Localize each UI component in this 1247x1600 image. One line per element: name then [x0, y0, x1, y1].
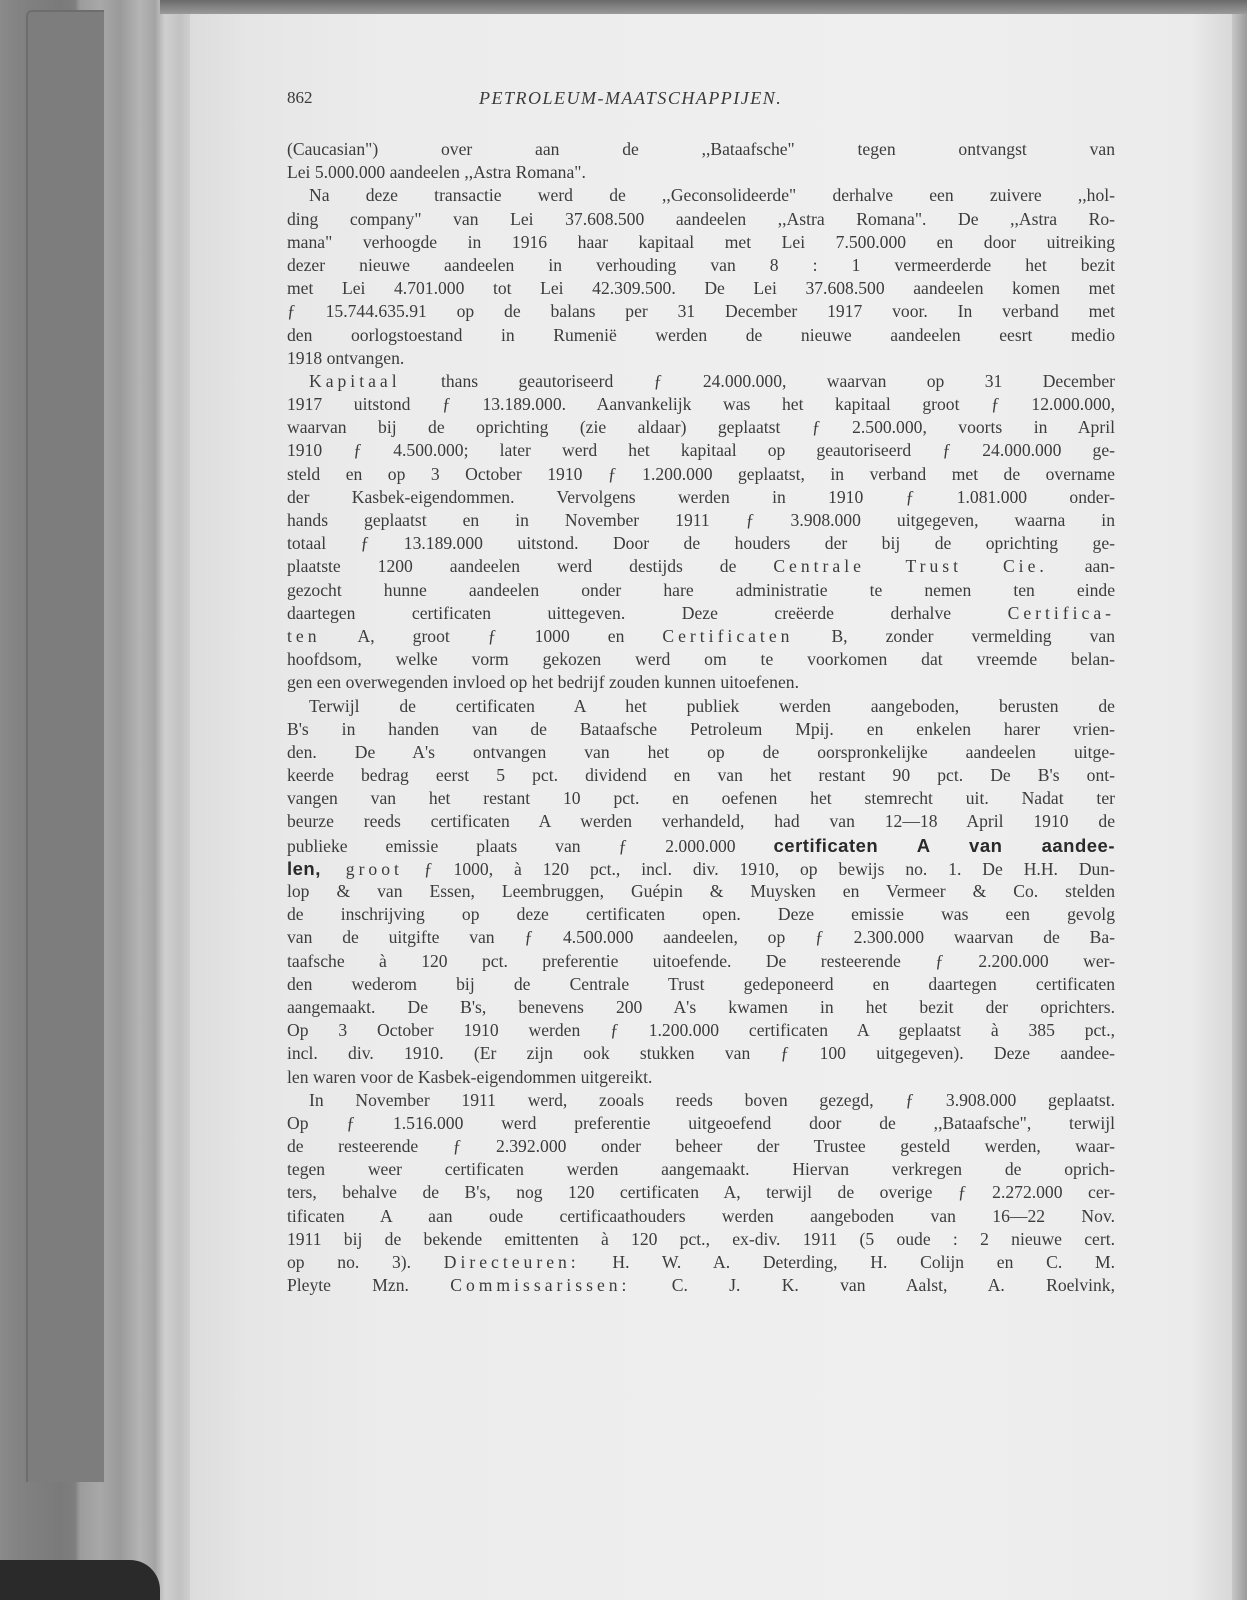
text-line — [287, 1251, 1115, 1274]
text-line: 1911 bij de bekende emittenten à 120 pct., ex-div. 1911 (5 oude : 2 nieuwe cert. — [287, 1228, 1115, 1249]
text-segment: B, zonder vermelding van — [793, 625, 1115, 646]
page-stack-edge — [26, 10, 104, 1482]
text-line — [287, 625, 1115, 648]
text-segment: daartegen certificaten uittegeven. Deze creëerde derhalve — [287, 602, 952, 623]
groot-term: groot — [320, 858, 403, 879]
text-line: van de uitgifte van ƒ 4.500.000 aandeelen, op ƒ 2.300.000 waarvan de Ba- — [287, 927, 1115, 948]
text-line: den oorlogstoestand in Rumenië werden de nieuwe aandeelen eesrt medio — [287, 324, 1115, 345]
text-line: hands geplaatst en in November 1911 ƒ 3.908.000 uitgegeven, waarna in — [287, 510, 1115, 530]
text-segment: H. W. A. Deterding, H. Colijn en C. M. — [579, 1252, 1115, 1272]
text-line: ding company" van Lei 37.608.500 aandeelen ,,Astra Romana". De ,,Astra Ro- — [287, 208, 1115, 229]
text-line: incl. div. 1910. (Er zijn ook stukken van ƒ 100 uitgegeven). Deze aandee- — [287, 1043, 1115, 1064]
text-line — [287, 1274, 1115, 1297]
text-line: Op ƒ 1.516.000 werd preferentie uitgeoefend door de ,,Bataafsche", terwijl — [287, 1112, 1115, 1133]
text-line: Op 3 October 1910 werden ƒ 1.200.000 certificaten A geplaatst à 385 pct., — [287, 1020, 1115, 1041]
text-line: de inschrijving op deze certificaten open. Deze emissie was een gevolg — [287, 904, 1115, 925]
text-line: den wederom bij de Centrale Trust gedeponeerd en daartegen certificaten — [287, 973, 1115, 994]
text-line: de resteerende ƒ 2.392.000 onder beheer der Trustee gesteld werden, waar- — [287, 1136, 1115, 1157]
text-line — [287, 555, 1115, 578]
emphasis-bold: certificaten A van aandee- — [773, 834, 1115, 856]
text-segment: A, groot ƒ 1000 en — [320, 625, 663, 646]
text-line: (Caucasian") over aan de ,,Bataafsche" tegen ontvangst van — [287, 139, 1115, 159]
text-line — [287, 857, 1115, 880]
text-line: In November 1911 werd, zooals reeds boven gezegd, ƒ 3.908.000 geplaatst. — [309, 1089, 1115, 1110]
emphasis-bold: len, — [287, 857, 321, 879]
page-header — [287, 88, 1117, 112]
text-line: tegen weer certificaten werden aangemaakt. Hiervan verkregen de oprich- — [287, 1159, 1115, 1180]
text-line: tificaten A aan oude certificaathouders werden aangeboden van 16—22 Nov. — [287, 1205, 1115, 1226]
text-line: lop & van Essen, Leembruggen, Guépin & Muysken en Vermeer & Co. stelden — [287, 881, 1115, 901]
directeuren-label: Directeuren: — [443, 1252, 580, 1272]
text-segment: C. J. K. van Aalst, A. Roelvink, — [630, 1275, 1116, 1296]
text-line: taafsche à 120 pct. preferentie uitoefende. De resteerende ƒ 2.200.000 wer- — [287, 950, 1115, 971]
text-line: keerde bedrag eerst 5 pct. dividend en van het restant 90 pct. De B's ont- — [287, 765, 1115, 786]
centrale-trust-name: Centrale Trust Cie. — [773, 556, 1048, 577]
kapitaal-label: Kapitaal — [309, 370, 401, 391]
text-line: B's in handen van de Bataafsche Petroleum Mpij. en enkelen harer vrien- — [287, 718, 1115, 739]
text-line: den. De A's ontvangen van het op de oorspronkelijke aandeelen uitge- — [287, 741, 1115, 762]
text-line: Terwijl de certificaten A het publiek werden aangeboden, berusten de — [309, 695, 1115, 716]
running-head: PETROLEUM-MAATSCHAPPIJEN. — [479, 88, 783, 108]
text-line: totaal ƒ 13.189.000 uitstond. Door de houders der bij de oprichting ge- — [287, 533, 1115, 554]
text-line: Lei 5.000.000 aandeelen ,,Astra Romana". — [287, 162, 586, 183]
top-page-edge — [160, 0, 1247, 14]
text-segment: publieke emissie plaats van ƒ 2.000.000 — [287, 835, 774, 856]
text-line: vangen van het restant 10 pct. en oefenen het stemrecht uit. Nadat ter — [287, 788, 1115, 809]
text-segment: plaatste 1200 aandeelen werd destijds de — [287, 556, 774, 577]
text-segment: op no. 3). — [287, 1252, 444, 1272]
certificaten-term: ten — [287, 625, 321, 646]
text-line: steld en op 3 October 1910 ƒ 1.200.000 geplaatst, in verband met de overname — [287, 463, 1115, 484]
text-line: gen een overwegenden invloed op het bedrijf zouden kunnen uitoefenen. — [287, 672, 799, 693]
text-line: gezocht hunne aandeelen onder hare administratie te nemen ten einde — [287, 579, 1115, 600]
text-segment: ƒ 1000, à 120 pct., incl. div. 1910, op bewijs no. 1. De H.H. Dun- — [402, 858, 1115, 879]
text-line — [287, 834, 1115, 857]
book-cover-shadow — [0, 1560, 160, 1600]
text-segment: aan- — [1047, 556, 1115, 577]
text-line: aangemaakt. De B's, benevens 200 A's kwamen in het bezit der oprichters. — [287, 996, 1115, 1017]
text-line: waarvan bij de oprichting (zie aldaar) geplaatst ƒ 2.500.000, voorts in April — [287, 417, 1115, 438]
text-line: beurze reeds certificaten A werden verhandeld, had van 12—18 April 1910 de — [287, 811, 1115, 832]
text-line: der Kasbek-eigendommen. Vervolgens werden in 1910 ƒ 1.081.000 onder- — [287, 486, 1115, 507]
text-line: hoofdsom, welke vorm gekozen werd om te voorkomen dat vreemde belan- — [287, 649, 1115, 670]
text-line: dezer nieuwe aandeelen in verhouding van 8 : 1 vermeerderde het bezit — [287, 254, 1115, 275]
text-line: 1917 uitstond ƒ 13.189.000. Aanvankelijk was het kapitaal groot ƒ 12.000.000, — [287, 394, 1115, 415]
right-page-edge — [1232, 14, 1247, 1600]
text-line — [287, 370, 1115, 393]
text-line: mana" verhoogde in 1916 haar kapitaal met Lei 7.500.000 en door uitreiking — [287, 231, 1115, 252]
certificaten-term: Certificaten — [662, 625, 794, 646]
text-line: 1918 ontvangen. — [287, 347, 405, 368]
body-text — [287, 138, 1115, 1297]
certificaten-term: Certifica- — [1007, 602, 1115, 623]
text-segment: Pleyte Mzn. — [287, 1275, 451, 1296]
commissarissen-label: Commissarissen: — [450, 1275, 631, 1296]
text-line: met Lei 4.701.000 tot Lei 42.309.500. De Lei 37.608.500 aandeelen komen met — [287, 278, 1115, 299]
text-line: ters, behalve de B's, nog 120 certificaten A, terwijl de overige ƒ 2.272.000 cer- — [287, 1182, 1115, 1203]
page-number: 862 — [287, 88, 313, 107]
text-line: ƒ 15.744.635.91 op de balans per 31 December 1917 voor. In verband met — [287, 301, 1115, 322]
text-line — [287, 602, 1115, 625]
book-binding — [0, 0, 200, 1600]
text-line: Na deze transactie werd de ,,Geconsolideerde" derhalve een zuivere ,,hol- — [309, 185, 1115, 206]
text-line: 1910 ƒ 4.500.000; later werd het kapitaal op geautoriseerd ƒ 24.000.000 ge- — [287, 440, 1115, 461]
text-line: len waren voor de Kasbek-eigendommen uitgereikt. — [287, 1066, 653, 1087]
text-segment: thans geautoriseerd ƒ 24.000.000, waarvan op 31 December — [400, 370, 1115, 391]
